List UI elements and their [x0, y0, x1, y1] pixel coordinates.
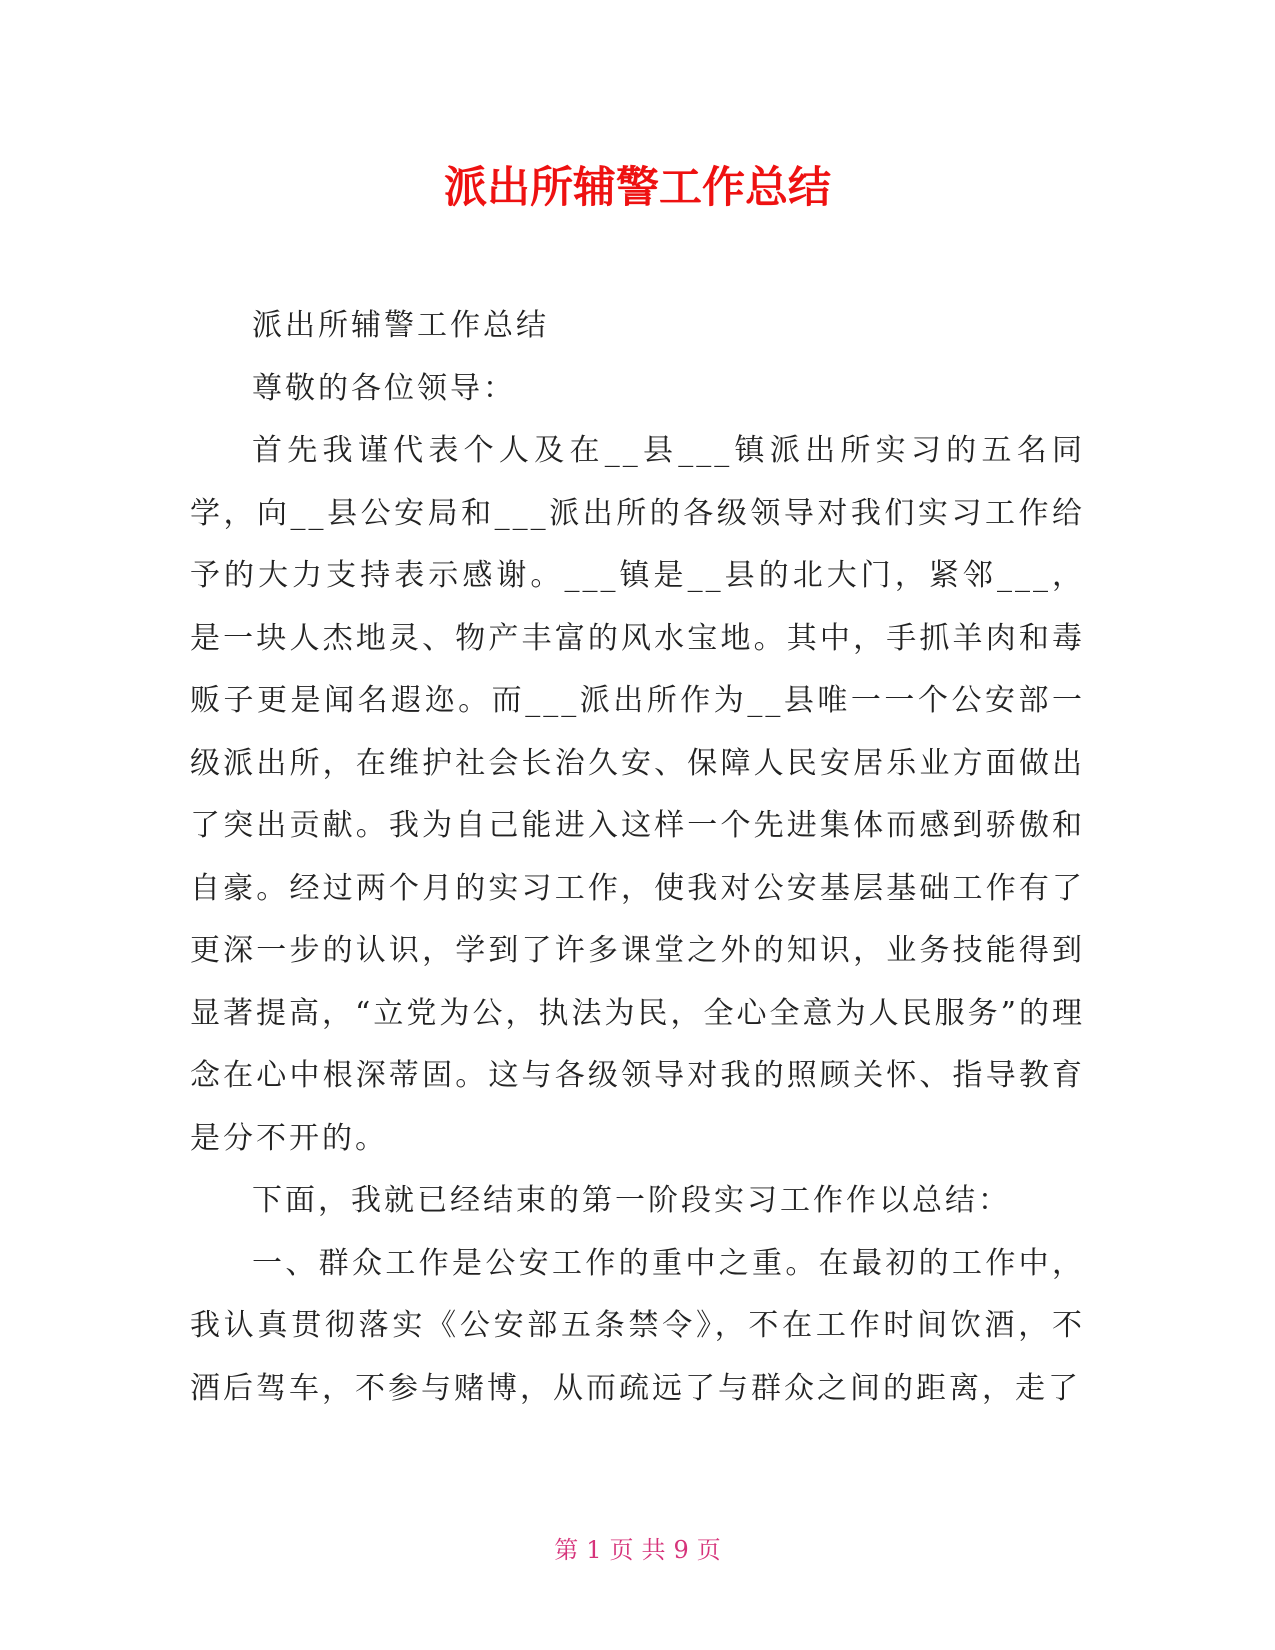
paragraph-introduction: 首先我谨代表个人及在__县___镇派出所实习的五名同学，向__县公安局和___派出所的各级领导对我们实习工作给予的大力支持表示感谢。___镇是__县的北大门，紧邻___，是一块人杰地灵、物产丰富的风水宝地。其中，手抓羊肉和毒贩子更是闻名遐迩。而___派出所作为__县唯一一个公安部一级派出所，在维护社会长治久安、保障人民安居乐业方面做出了突出贡献。我为自己能进入这样一个先进集体而感到骄傲和自豪。经过两个月的实习工作，使我对公安基层基础工作有了更深一步的认识，学到了许多课堂之外的知识，业务技能得到显著提高，“立党为公，执法为民，全心全意为人民服务”的理念在心中根深蒂固。这与各级领导对我的照顾关怀、指导教育是分不开的。	[190, 433, 1085, 1156]
document-title: 派出所辅警工作总结	[444, 163, 831, 213]
document-body	[190, 295, 1085, 1420]
page-footer	[0, 1535, 1275, 1565]
paragraph-salutation: 尊敬的各位领导：	[252, 370, 516, 406]
footer-total-pages: 9	[673, 1536, 689, 1564]
footer-total-word: 共	[641, 1536, 666, 1564]
footer-page-word: 页	[609, 1536, 634, 1564]
paragraph-section-one: 一、群众工作是公安工作的重中之重。在最初的工作中，我认真贯彻落实《公安部五条禁令》，不在工作时间饮酒，不酒后驾车，不参与赌博，从而疏远了与群众之间的距离，走了	[190, 1245, 1085, 1406]
footer-suffix: 页	[696, 1536, 721, 1564]
paragraph-summary-intro: 下面，我就已经结束的第一阶段实习工作作以总结：	[252, 1183, 1011, 1218]
footer-current-page: 1	[586, 1536, 602, 1564]
paragraph-heading: 派出所辅警工作总结	[252, 308, 549, 343]
footer-prefix: 第	[554, 1536, 579, 1564]
